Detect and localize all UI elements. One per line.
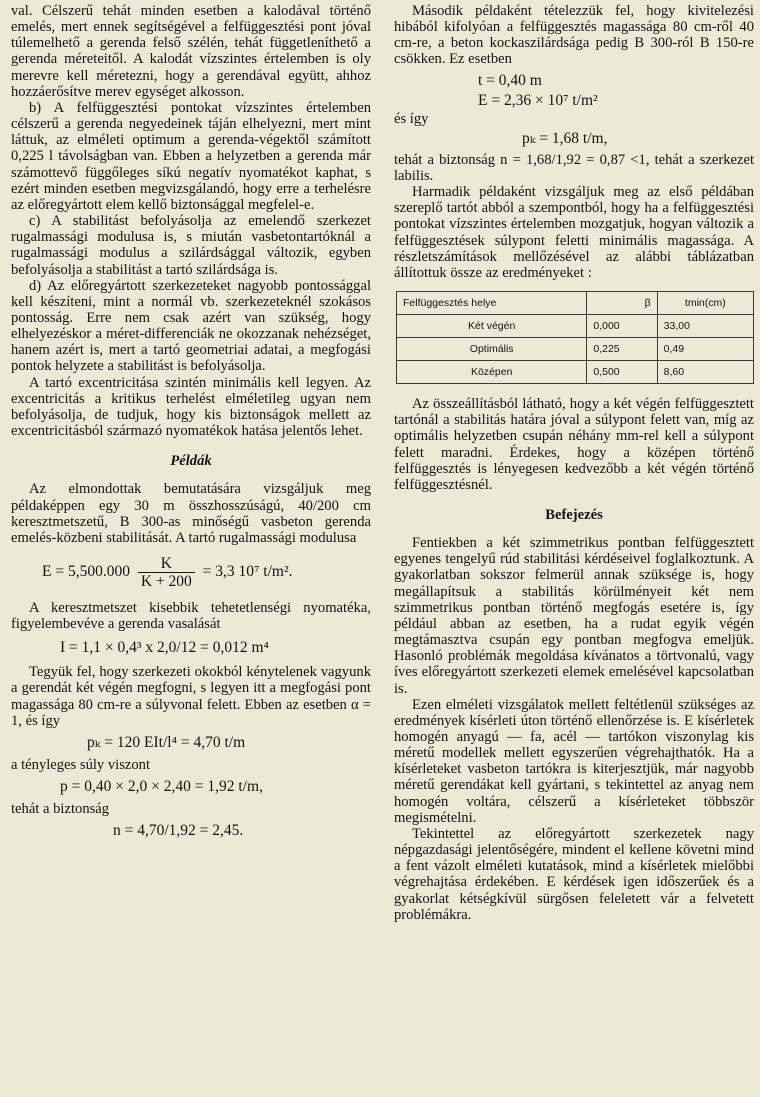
table-cell: Középen <box>397 361 587 384</box>
paragraph-second-example: Második példaként tételezzük fel, hogy kivitelezési hibából kifolyóan a felfüggesztés magassága 80 cm-ről 40 cm-re, a beton kockaszilárdsága pedig B 300-ról B 150-re csökken. Ez esetben <box>394 3 754 68</box>
table-header-cell: tmin(cm) <box>657 292 753 315</box>
table-header-cell: β <box>587 292 657 315</box>
table-header-cell: Felfüggesztés helye <box>397 292 587 315</box>
table-header-row <box>397 292 754 315</box>
equation-modulus-2: E = 2,36 × 10⁷ t/m² <box>478 91 598 109</box>
paragraph-labile: tehát a biztonság n = 1,68/1,92 = 0,87 <1, tehát a szerkezet labilis. <box>394 151 754 184</box>
section-heading-examples: Példák <box>170 453 212 470</box>
paragraph-summary: Az összeállításból látható, hogy a két végén felfüggesztett tartónál a stabilitás határa jóval a súlypont felett van, míg az optimális helyzetben csupán néhány mm-rel kell a súlypont felett maradni. Érdekes, hogy a középen történő felfüggesztés is lényegesen kedvezőbb a két végén történő felfüggesztésnél. <box>394 396 754 493</box>
table-row <box>397 361 754 384</box>
equation-height: t = 0,40 m <box>478 71 542 89</box>
table-cell: 0,500 <box>587 361 657 384</box>
table-row <box>397 315 754 338</box>
table-cell: 8,60 <box>657 361 753 384</box>
paragraph-b: b) A felfüggesztési pontokat vízszintes értelemben célszerű a gerenda negyedeinek táján elhelyezni, mert mint láttuk, az elméleti optimum a gerenda-végektől számított 0,225 l távolságban van. Ebben a helyzetben a gerenda már számottevő függőleges síkú negatív nyomatékot kaphat, s ezért minden esetben megvizsgálandó, hogy erre a terhelésre az előregyártott elem kellő biztonsággal megfelel-e. <box>11 99 371 213</box>
equation-weight: p = 0,40 × 2,0 × 2,40 = 1,92 t/m, <box>60 778 263 796</box>
table-row <box>397 338 754 361</box>
paragraph-example-intro: Az elmondottak bemutatására vizsgáljuk meg példaképpen egy 30 m összhosszúságú, 40/200 cm keresztmetszetű, B 300-as minőségű vasbeton gerenda emelés-közbeni stabilitását. A tartó rugalmassági modulusa <box>11 481 371 546</box>
fraction-denominator: K + 200 <box>138 572 195 590</box>
paragraph-conclusion-1: Fentiekben a két szimmetrikus pontban felfüggesztett egyenes tengelyű rúd stabilitási kérdéseivel foglalkoztunk. A gyakorlatban sokszor felmerül annak szüksége is, hogy megállapítsuk a stabilitás körülményeit két nem szimmetrikus pontban történő megfogás esetére is, így például abban az esetben, ha a rudat egyik végén megtámasztva csupán egy pontban megfogva emeljük. Hasonló problémák megoldása kívánatos a törtvonalú, vagy íves előregyártott szerkezeti elemek emelésével kapcsolatban is. <box>394 535 754 697</box>
paragraph-conclusion-2: Ezen elméleti vizsgálatok mellett feltétlenül szükséges az eredmények kísérleti úton történő ellenőrzése is. E kísérletek homogén anyagú — fa, acél — tartókon viszonylag kis méretű modellek mellett egyszerűen végrehajthatók. Ha a kísérleteket vasbeton tartókra is kiterjesztjük, már nagyobb méretű gerendákat kell gyártani, s tekintettel az anyag nem homogén voltára, célszerű a kísérleteket többször megismételni. <box>394 696 754 826</box>
equation-modulus-rhs: = 3,3 10⁷ t/m². <box>202 563 293 581</box>
equation-modulus <box>42 555 371 590</box>
left-column <box>11 3 371 841</box>
paragraph-excentricity: A tartó excentricitása szintén minimális kell legyen. Az excentricitás a kritikus terhelést elméletileg ugyan nem befolyásolja, de tudjuk, hogy kis biztonságok mellett az excentricitásból származó nyomatékok hatása jelentős lehet. <box>11 374 371 440</box>
paragraph-conclusion-3: Tekintettel az előregyártott szerkezetek nagy népgazdasági jelentőségére, mindent el kellene követni mind a fent vázolt elméleti kutatások, mind a kísérletek mielőbbi végrehajtása érdekében. E kérdések igen időszerűek és a gyakorlat kétségkívül sürgősen feleletett vár a felvetett problémákra. <box>394 825 754 923</box>
paragraph-c: c) A stabilitást befolyásolja az emelendő szerkezet rugalmassági modulusa is, s miután vasbetontartóknál a rugalmassági modulus a szilárdsággal változik, egyben befolyásolja a stabilitást a tartó szilárdsága is. <box>11 213 371 278</box>
section-heading-conclusion: Befejezés <box>545 506 603 523</box>
fraction-numerator: K <box>160 555 172 572</box>
table-cell: Optimális <box>397 338 587 361</box>
equation-inertia: I = 1,1 × 0,4³ x 2,0/12 = 0,012 m⁴ <box>60 639 269 657</box>
paragraph-third-example: Harmadik példaként vizsgáljuk meg az első példában szereplő tartót abból a szempontból, hogy ha a felfüggesztési pontokat vízszintes értelemben mozgatjuk, hogyan változik a felfüggesztések súlypont feletti minimális magassága. A részletszámítások mellőzésével az alábbi táblázatban állítottuk össze az eredményeket : <box>394 184 754 281</box>
table-cell: 33,00 <box>657 315 753 338</box>
equation-modulus-lhs: E = 5,500.000 <box>42 563 130 581</box>
equation-critical-load: pₖ = 120 EIt/l⁴ = 4,70 t/m <box>87 733 246 751</box>
equation-critical-load-2: pₖ = 1,68 t/m, <box>522 129 608 147</box>
paragraph-and-thus: és így <box>394 110 429 127</box>
paragraph-suppose: Tegyük fel, hogy szerkezeti okokból kénytelenek vagyunk a gerendát két végén megfogni, s legyen itt a megfogási pont magassága 80 cm-re a súlyvonal felett. Ebben az esetben α = 1, és így <box>11 664 371 729</box>
equation-safety: n = 4,70/1,92 = 2,45. <box>113 822 244 840</box>
paragraph-d: d) Az előregyártott szerkezeteket nagyobb pontossággal kell készíteni, mint a normál vb. szerkezeteknél szokásos pontosság. Erre nem csak azért van szükség, hogy elhelyezéskor a méret-differenciák ne okozzanak nehézséget, hanem azért is, mert a tartó geometriai adatai, a megfogási pontok helyzete a stabilitást is befolyásolja. <box>11 277 371 375</box>
paragraph-safety: tehát a biztonság <box>11 801 110 818</box>
table-cell: Két végén <box>397 315 587 338</box>
table-cell: 0,225 <box>587 338 657 361</box>
paragraph-actual-weight: a tényleges súly viszont <box>11 756 151 773</box>
table-cell: 0,49 <box>657 338 753 361</box>
right-column <box>394 3 754 923</box>
fraction <box>138 555 195 590</box>
paragraph-inertia: A keresztmetszet kisebbik tehetetlenségi nyomatéka, figyelembevéve a gerenda vasalását <box>11 600 371 633</box>
table-cell: 0,000 <box>587 315 657 338</box>
results-table <box>396 291 754 384</box>
paragraph: val. Célszerű tehát minden esetben a kalodával történő emelés, mert ennek segítségével a felfüggesztési pont jóval túlemelhető a gerenda felső szélén, tehát függetleníthető a gerenda méreteitől. A kalodát vízszintes értelemben is oly merevre kell méretezni, hogy a gerendával együtt, ahhoz hozzáerősítve merev egységet alkosson. <box>11 3 371 100</box>
